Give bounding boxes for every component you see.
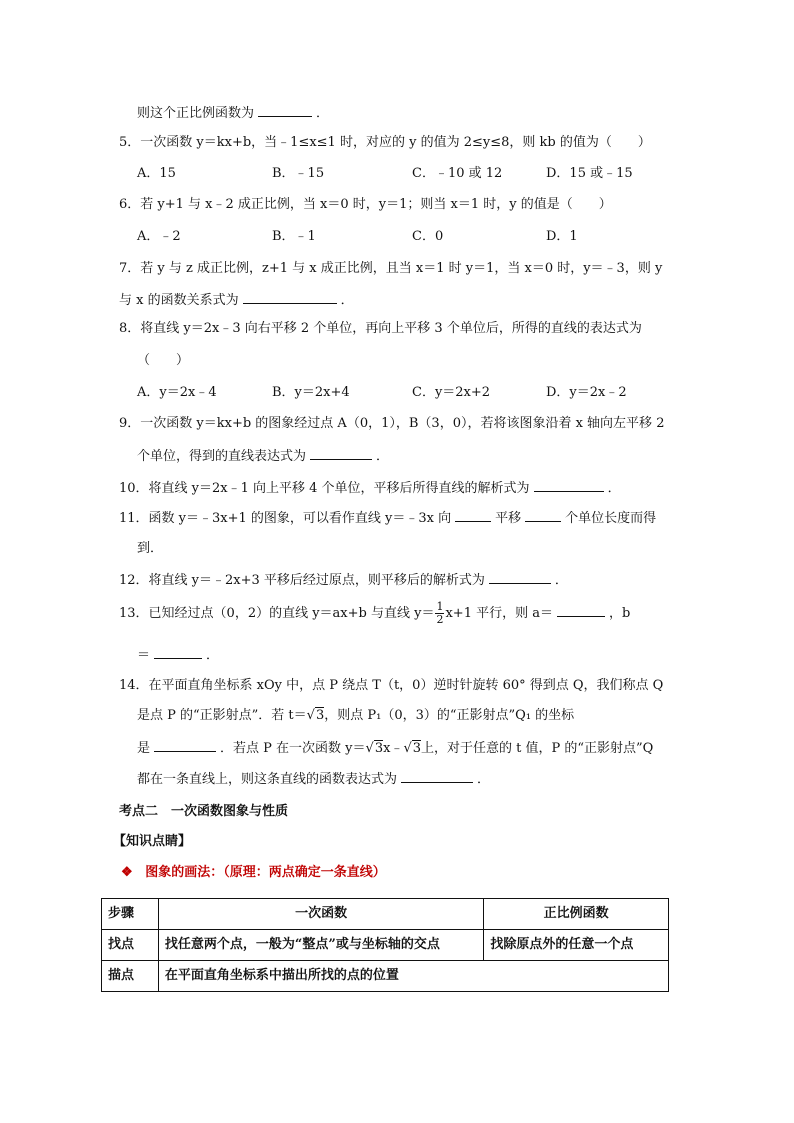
q5-option-c[interactable]: C．﹣10 或 12	[412, 166, 503, 181]
q13-text-a: 13．已知经过点（0，2）的直线 y＝ax+b 与直线 y＝	[119, 606, 435, 621]
q14-text-e: x﹣	[383, 741, 404, 756]
sqrt-symbol: √	[403, 741, 412, 756]
q6-option-b[interactable]: B．﹣1	[272, 229, 316, 244]
question-7-line1: 7．若 y 与 z 成正比例，z+1 与 x 成正比例，且当 x＝1 时 y＝1，当 x＝0 时，y＝﹣3，则 y	[119, 261, 663, 276]
table-row	[102, 930, 669, 961]
q8-option-c[interactable]: C．y＝2x+2	[412, 385, 491, 400]
header-linear-function: 一次函数	[158, 899, 483, 930]
answer-blank[interactable]	[243, 290, 337, 304]
q7-text: 与 x 的函数关系式为	[119, 293, 239, 308]
period: ．	[340, 293, 354, 308]
answer-blank[interactable]	[154, 645, 202, 659]
q14-text-a: 是点 P 的“正影射点”．若 t＝	[137, 708, 307, 723]
answer-blank[interactable]	[401, 769, 473, 783]
question-14-line3	[137, 738, 653, 758]
row-proportional-find-points: 找除原点外的任意一个点	[484, 930, 669, 961]
question-14-line1: 14．在平面直角坐标系 xOy 中，点 P 绕点 T（t，0）逆时针旋转 60° 得到点 Q，我们称点 Q	[119, 678, 664, 693]
drawing-method-text: 图象的画法：（原理：两点确定一条直线）	[145, 865, 386, 880]
fraction-denominator: 2	[436, 613, 444, 626]
header-step: 步骤	[102, 899, 159, 930]
fraction-numerator: 1	[436, 600, 444, 613]
question-5: 5．一次函数 y＝kx+b，当﹣1≤x≤1 时，对应的 y 的值为 2≤y≤8，则 kb 的值为（ ）	[119, 135, 651, 150]
period: ．	[554, 573, 568, 588]
question-11-line1	[119, 508, 656, 528]
answer-blank[interactable]	[310, 446, 372, 460]
question-13-line2	[137, 645, 219, 665]
q8-option-a[interactable]: A．y＝2x﹣4	[137, 385, 217, 400]
q9-text: 个单位，得到的直线表达式为	[137, 449, 307, 464]
row-plot-points-desc: 在平面直角坐标系中描出所找的点的位置	[158, 961, 668, 992]
knowledge-heading: 【知识点睛】	[113, 834, 192, 849]
diamond-bullet-icon: ❖	[121, 865, 133, 880]
row-step-plot-points: 描点	[102, 961, 159, 992]
question-8-line2: （ ）	[137, 353, 190, 368]
q11-text-b: 平移	[495, 511, 522, 526]
q5-option-b[interactable]: B．﹣15	[272, 166, 325, 181]
method-table	[101, 898, 669, 992]
sqrt-symbol: √	[365, 741, 374, 756]
answer-blank[interactable]	[258, 103, 312, 117]
question-14-line4	[137, 769, 490, 789]
answer-blank[interactable]	[489, 570, 551, 584]
q6-option-a[interactable]: A．﹣2	[137, 229, 181, 244]
question-9-line2	[137, 446, 389, 466]
row-linear-find-points: 找任意两个点，一般为“整点”或与坐标轴的交点	[158, 930, 483, 961]
question-13-line1	[119, 601, 630, 627]
q5-option-d[interactable]: D．15 或﹣15	[546, 166, 633, 181]
q6-option-d[interactable]: D．1	[546, 229, 578, 244]
question-11-line2: 到．	[137, 541, 164, 556]
q13-text-b: x+1 平行，则 a＝	[445, 606, 553, 621]
q14-text-c: 是	[137, 741, 151, 756]
period: ．	[316, 106, 330, 121]
question-8-line1: 8．将直线 y＝2x﹣3 向右平移 2 个单位，再向上平移 3 个单位后，所得的直线的表达式为	[119, 321, 642, 336]
sqrt-radicand: 3	[412, 741, 422, 756]
q14-text-f: 上，对于任意的 t 值，P 的“正影射点”Q	[421, 741, 654, 756]
question-6: 6．若 y+1 与 x﹣2 成正比例，当 x＝0 时，y＝1；则当 x＝1 时，y 的值是（ ）	[119, 197, 612, 212]
period: ．	[477, 772, 491, 787]
answer-blank[interactable]	[534, 478, 604, 492]
question-9-line1: 9．一次函数 y＝kx+b 的图象经过点 A（0，1），B（3，0），若将该图象沿着 x 轴向左平移 2	[119, 416, 665, 431]
q13-text-line2: ＝	[137, 648, 151, 663]
q5-option-a[interactable]: A．15	[137, 166, 176, 181]
q8-option-d[interactable]: D．y＝2x﹣2	[546, 385, 627, 400]
question-7-line2	[119, 290, 354, 310]
q6-option-c[interactable]: C．0	[412, 229, 444, 244]
q11-text-c: 个单位长度而得	[565, 511, 657, 526]
q14-text-d: ．若点 P 在一次函数 y＝	[220, 741, 366, 756]
q4-text: 则这个正比例函数为	[137, 106, 255, 121]
q11-text-a: 11．函数 y＝﹣3x+1 的图象，可以看作直线 y＝﹣3x 向	[119, 511, 452, 526]
header-proportional-function: 正比例函数	[484, 899, 669, 930]
q14-text-g: 都在一条直线上，则这条直线的函数表达式为	[137, 772, 398, 787]
section-title: 考点二 一次函数图象与性质	[119, 804, 289, 819]
table-header-row	[102, 899, 669, 930]
sqrt-radicand: 3	[315, 708, 325, 723]
answer-blank[interactable]	[154, 738, 216, 752]
q8-option-b[interactable]: B．y＝2x+4	[272, 385, 350, 400]
period: ．	[206, 648, 220, 663]
fraction-one-half	[435, 601, 444, 626]
q10-text: 10．将直线 y＝2x﹣1 向上平移 4 个单位，平移后所得直线的解析式为	[119, 481, 530, 496]
q12-text: 12．将直线 y＝﹣2x+3 平移后经过原点，则平移后的解析式为	[119, 573, 485, 588]
question-10	[119, 478, 621, 498]
sqrt-symbol: √	[306, 708, 315, 723]
answer-blank[interactable]	[525, 508, 561, 522]
answer-blank[interactable]	[455, 508, 491, 522]
drawing-method-heading	[121, 861, 386, 880]
question-14-line2	[137, 707, 574, 725]
table-row	[102, 961, 669, 992]
period: ．	[376, 449, 390, 464]
q14-text-b: ，则点 P₁（0，3）的“正影射点”Q₁ 的坐标	[324, 708, 575, 723]
q4-continuation	[137, 103, 329, 123]
q13-text-c: ，b	[608, 606, 631, 621]
question-12	[119, 570, 568, 590]
row-step-find-points: 找点	[102, 930, 159, 961]
answer-blank[interactable]	[557, 603, 605, 617]
sqrt-radicand: 3	[374, 741, 384, 756]
period: ．	[607, 481, 621, 496]
